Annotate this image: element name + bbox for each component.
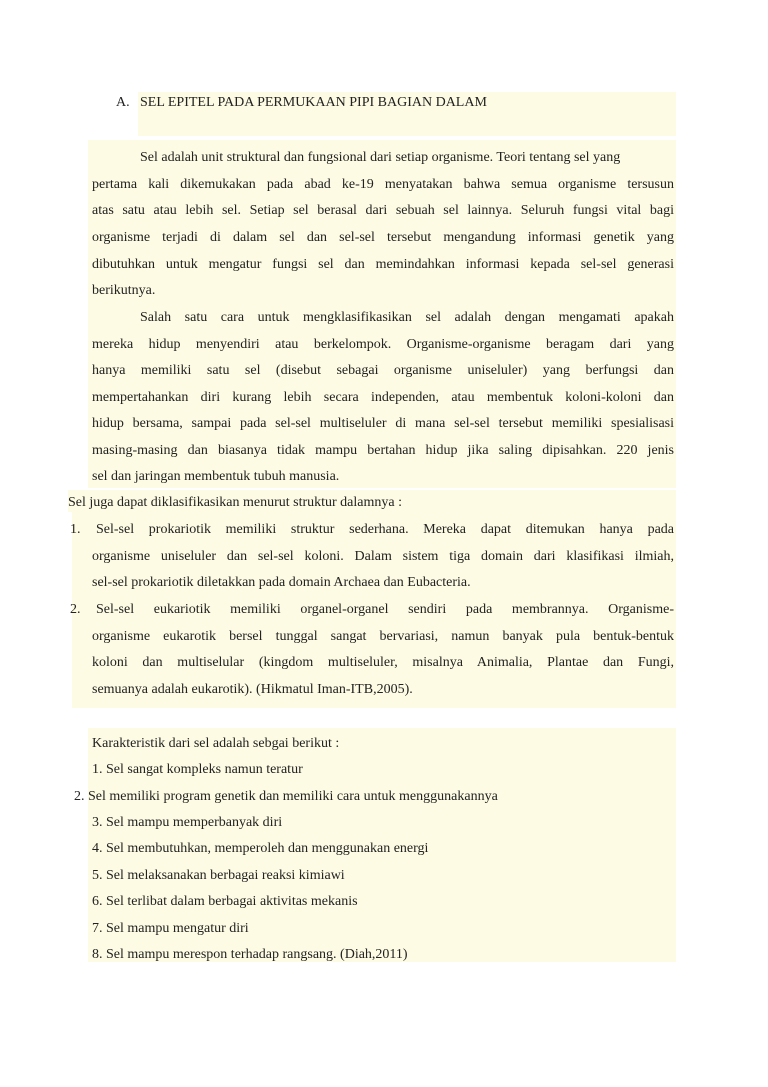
classification-item-line: organisme eukarotik bersel tunggal sangat bervariasi, namun banyak pula bentuk-bentuk: [92, 629, 674, 644]
classification-intro: Sel juga dapat diklasifikasikan menurut struktur dalamnya :: [68, 495, 402, 510]
paragraph1-line: atas satu atau lebih sel. Setiap sel berasal dari sebuah sel lainnya. Seluruh fungsi vital bagi: [92, 203, 674, 218]
paragraph1-line: dibutuhkan untuk mengatur fungsi sel dan memindahkan informasi kepada sel-sel generasi: [92, 257, 674, 272]
list-marker: 1.: [70, 522, 81, 537]
characteristic-item: 8. Sel mampu merespon terhadap rangsang. (Diah,2011): [92, 947, 408, 962]
heading-marker: A.: [116, 95, 130, 110]
paragraph1-line: berikutnya.: [92, 283, 156, 298]
paragraph1-line: pertama kali dikemukakan pada abad ke-19 menyatakan bahwa semua organisme tersusun: [92, 177, 674, 192]
classification-item-line: Sel-sel prokariotik memiliki struktur sederhana. Mereka dapat ditemukan hanya pada: [96, 522, 674, 537]
characteristic-item: 1. Sel sangat kompleks namun teratur: [92, 762, 303, 777]
section-heading: SEL EPITEL PADA PERMUKAAN PIPI BAGIAN DALAM: [140, 95, 487, 110]
characteristic-item: 6. Sel terlibat dalam berbagai aktivitas mekanis: [92, 894, 358, 909]
characteristic-item: 2. Sel memiliki program genetik dan memiliki cara untuk menggunakannya: [74, 789, 498, 804]
characteristic-item: 3. Sel mampu memperbanyak diri: [92, 815, 283, 830]
classification-item-line: semuanya adalah eukarotik). (Hikmatul Iman-ITB,2005).: [92, 682, 413, 697]
classification-item-line: Sel-sel eukariotik memiliki organel-organel sendiri pada membrannya. Organisme-: [96, 602, 674, 617]
characteristics-intro: Karakteristik dari sel adalah sebgai berikut :: [92, 736, 340, 751]
classification-item-line: organisme uniseluler dan sel-sel koloni. Dalam sistem tiga domain dari klasifikasi ilmiah,: [92, 549, 674, 564]
paragraph2-line: Salah satu cara untuk mengklasifikasikan sel adalah dengan mengamati apakah: [140, 310, 674, 325]
characteristic-item: 4. Sel membutuhkan, memperoleh dan menggunakan energi: [92, 841, 429, 856]
paragraph2-line: mempertahankan diri kurang lebih secara independen, atau membentuk koloni-koloni dan: [92, 390, 674, 405]
classification-item-line: sel-sel prokariotik diletakkan pada domain Archaea dan Eubacteria.: [92, 575, 471, 590]
paragraph1-line: Sel adalah unit struktural dan fungsional dari setiap organisme. Teori tentang sel yang: [140, 150, 621, 165]
paragraph1-line: organisme terjadi di dalam sel dan sel-sel tersebut mengandung informasi genetik yang: [92, 230, 674, 245]
paragraph2-line: masing-masing dan biasanya tidak mampu bertahan hidup jika saling dipisahkan. 220 jenis: [92, 443, 674, 458]
characteristic-item: 5. Sel melaksanakan berbagai reaksi kimiawi: [92, 868, 345, 883]
characteristic-item: 7. Sel mampu mengatur diri: [92, 921, 249, 936]
paragraph2-line: sel dan jaringan membentuk tubuh manusia.: [92, 469, 340, 484]
classification-item-line: koloni dan multiselular (kingdom multiseluler, misalnya Animalia, Plantae dan Fungi,: [92, 655, 674, 670]
paragraph2-line: hidup bersama, sampai pada sel-sel multiseluler di mana sel-sel tersebut memiliki spesialisasi: [92, 416, 674, 431]
paragraph2-line: hanya memiliki satu sel (disebut sebagai organisme uniseluler) yang berfungsi dan: [92, 363, 674, 378]
list-marker: 2.: [70, 602, 81, 617]
paragraph2-line: mereka hidup menyendiri atau berkelompok. Organisme-organisme beragam dari yang: [92, 337, 674, 352]
